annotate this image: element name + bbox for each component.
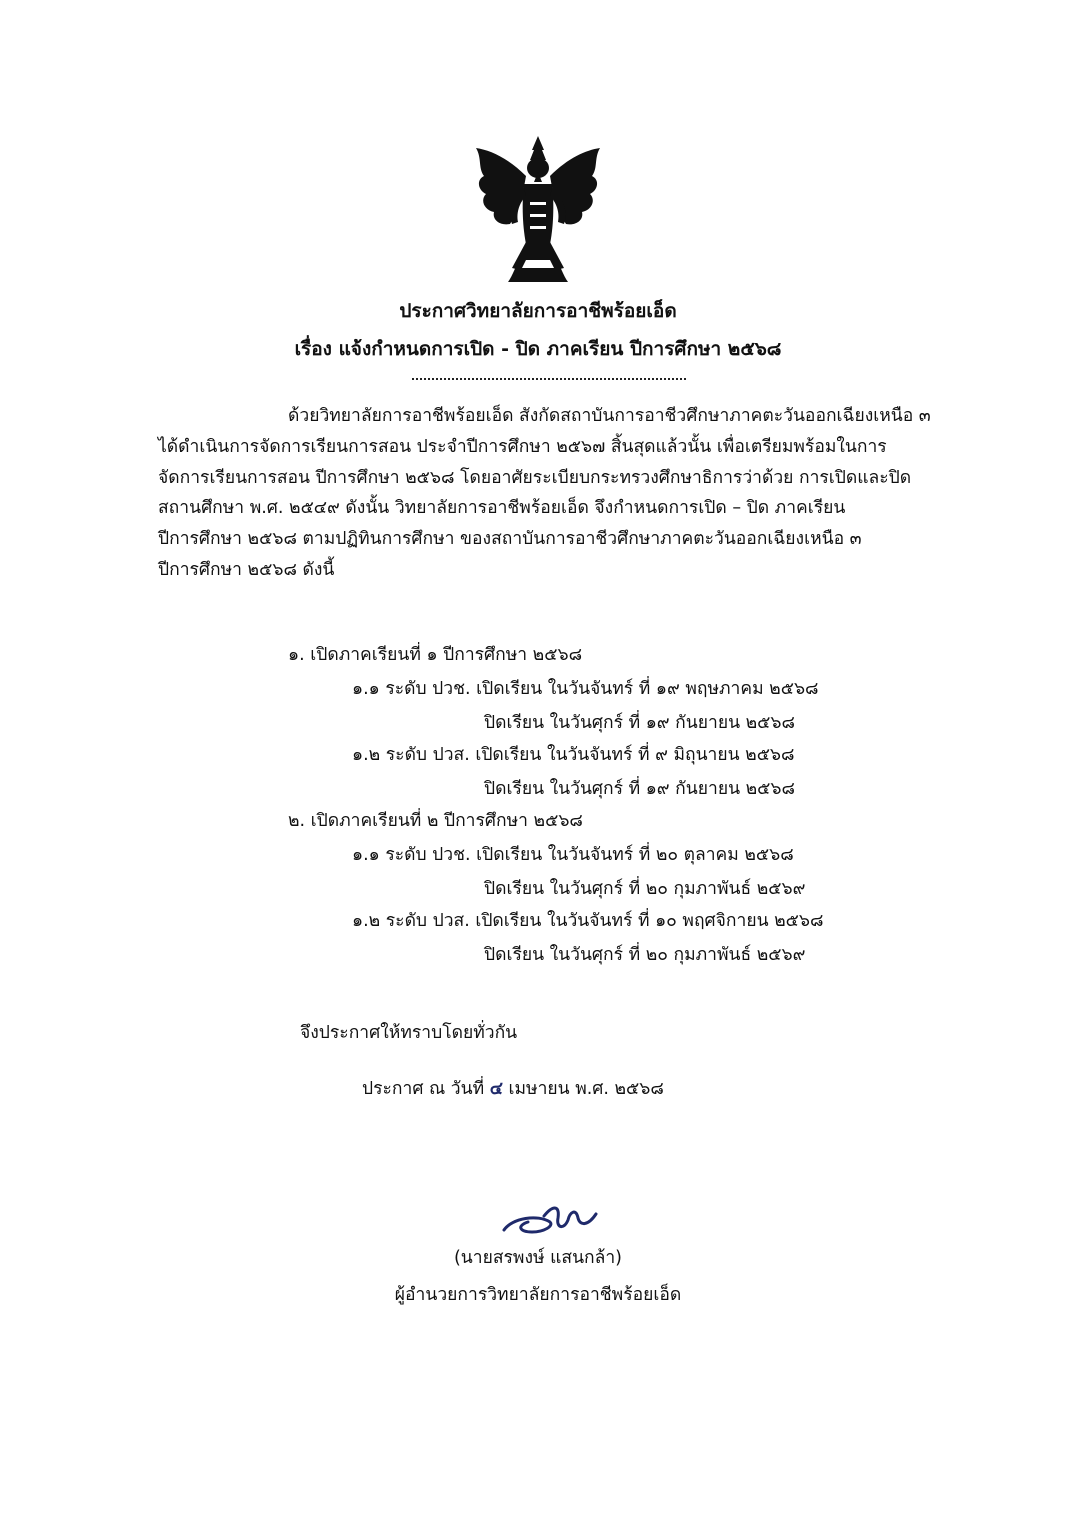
schedule-close-line: ปิดเรียน ในวันศุกร์ ที่ ๒๐ กุมภาพันธ์ ๒๕๖๙	[484, 945, 806, 965]
schedule-open-line: ๑.๑ ระดับ ปวช. เปิดเรียน ในวันจันทร์ ที่ ๒๐ ตุลาคม ๒๕๖๘	[352, 845, 794, 865]
semester-1-heading: ๑. เปิดภาคเรียนที่ ๑ ปีการศึกษา ๒๕๖๘	[288, 645, 583, 665]
body-line: ได้ดำเนินการจัดการเรียนการสอน ประจำปีการศึกษา ๒๕๖๗ สิ้นสุดแล้วนั้น เพื่อเตรียมพร้อมในการ	[158, 436, 887, 457]
body-paragraph	[158, 401, 960, 586]
schedule-close-line: ปิดเรียน ในวันศุกร์ ที่ ๑๙ กันยายน ๒๕๖๘	[484, 713, 795, 733]
announcement-subject: เรื่อง แจ้งกำหนดการเปิด - ปิด ภาคเรียน ปีการศึกษา ๒๕๖๘	[294, 338, 782, 360]
schedule-close-line: ปิดเรียน ในวันศุกร์ ที่ ๑๙ กันยายน ๒๕๖๘	[484, 779, 795, 799]
date-suffix: เมษายน พ.ศ. ๒๕๖๘	[508, 1079, 664, 1099]
semester-2-heading: ๒. เปิดภาคเรียนที่ ๒ ปีการศึกษา ๒๕๖๘	[288, 811, 583, 831]
body-line: สถานศึกษา พ.ศ. ๒๕๔๙ ดังนั้น วิทยาลัยการอาชีพร้อยเอ็ด จึงกำหนดการเปิด – ปิด ภาคเรียน	[158, 498, 846, 519]
closing-announcement: จึงประกาศให้ทราบโดยทั่วกัน	[300, 1023, 518, 1043]
schedule-open-line: ๑.๒ ระดับ ปวส. เปิดเรียน ในวันจันทร์ ที่ ๑๐ พฤศจิกายน ๒๕๖๘	[352, 911, 824, 931]
dotted-divider	[412, 378, 686, 380]
date-prefix: ประกาศ ณ วันที่	[362, 1079, 485, 1099]
schedule-open-line: ๑.๑ ระดับ ปวช. เปิดเรียน ในวันจันทร์ ที่ ๑๙ พฤษภาคม ๒๕๖๘	[352, 679, 819, 699]
handwritten-signature	[498, 1196, 608, 1244]
body-line: ด้วยวิทยาลัยการอาชีพร้อยเอ็ด สังกัดสถาบันการอาชีวศึกษาภาคตะวันออกเฉียงเหนือ ๓	[288, 406, 931, 426]
date-day-handwritten: ๔	[489, 1079, 503, 1099]
schedule-close-line: ปิดเรียน ในวันศุกร์ ที่ ๒๐ กุมภาพันธ์ ๒๕๖๙	[484, 879, 806, 899]
body-line: ปีการศึกษา ๒๕๖๘ ดังนี้	[158, 559, 335, 580]
signatory-name: (นายสรพงษ์ แสนกล้า)	[453, 1248, 623, 1268]
schedule-open-line: ๑.๒ ระดับ ปวส. เปิดเรียน ในวันจันทร์ ที่ ๙ มิถุนายน ๒๕๖๘	[352, 745, 795, 765]
announcement-date	[362, 1074, 664, 1102]
body-line: จัดการเรียนการสอน ปีการศึกษา ๒๕๖๘ โดยอาศัยระเบียบกระทรวงศึกษาธิการว่าด้วย การเปิดและปิด	[158, 467, 912, 488]
body-line: ปีการศึกษา ๒๕๖๘ ตามปฏิทินการศึกษา ของสถาบันการอาชีวศึกษาภาคตะวันออกเฉียงเหนือ ๓	[158, 529, 862, 550]
garuda-emblem-icon	[468, 128, 608, 288]
announcement-title: ประกาศวิทยาลัยการอาชีพร้อยเอ็ด	[399, 300, 677, 322]
signatory-position: ผู้อำนวยการวิทยาลัยการอาชีพร้อยเอ็ด	[394, 1285, 682, 1305]
